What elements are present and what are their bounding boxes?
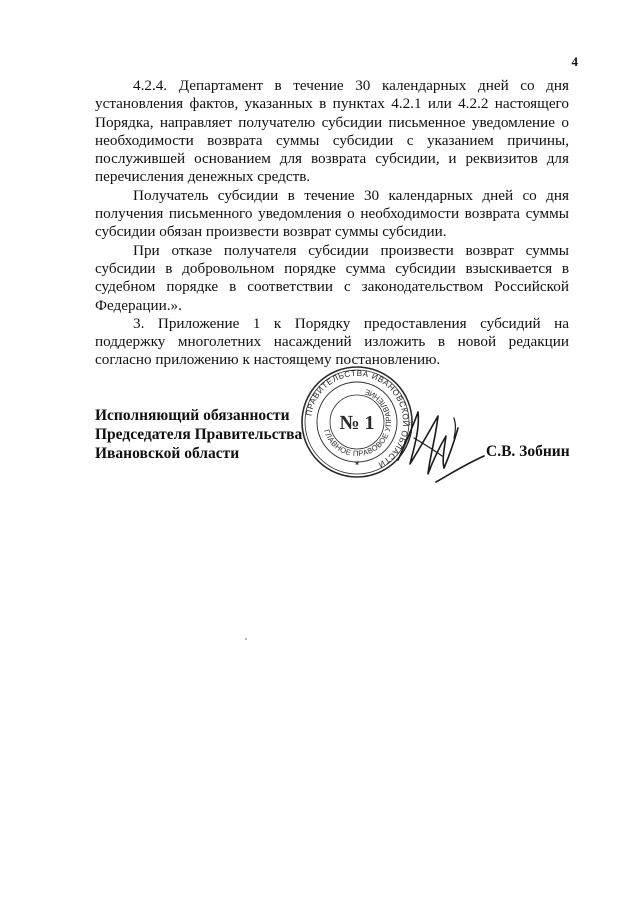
scan-speck [245,638,247,640]
paragraph-refusal: При отказе получателя субсидии произвести возврат суммы субсидии в добровольном порядке сумма субсидии взыскивается в судебном порядке в соответствии с законодательством Российской Федерации.». [95,241,569,314]
seal-outer-text: ПРАВИТЕЛЬСТВА ИВАНОВСКОЙ ОБЛАСТИ [304,368,411,470]
seal-inner-text: ГЛАВНОЕ ПРАВОВОЕ УПРАВЛЕНИЕ [322,387,394,459]
signatory-title-line-3: Ивановской области [95,445,240,462]
body-text [95,77,569,370]
paragraph-4-2-4: 4.2.4. Департамент в течение 30 календарных дней со дня установления фактов, указанных в пунктах 4.2.1 или 4.2.2 настоящего Порядка, направляет получателю субсидии письменное уведомление о необходимости возврата суммы субсидии с указанием причины, послужившей основанием для возврата субсидии, и реквизитов для перечисления денежных средств. [95,77,569,186]
seal-center-number: № 1 [339,412,375,434]
paragraph-recipient-return: Получатель субсидии в течение 30 календарных дней со дня получения письменного уведомления о необходимости возврата суммы субсидии обязан произвести возврат суммы субсидии. [95,186,569,241]
signatory-title [95,406,302,463]
signatory-title-line-2: Председателя Правительства [95,426,303,443]
handwritten-signature [384,398,492,490]
page-number: 4 [571,54,578,69]
paragraph-appendix-3: 3. Приложение 1 к Порядку предоставления субсидий на поддержку многолетних насаждений изложить в новой редакции согласно приложению к настоящему постановлению. [95,314,569,369]
signatory-title-line-1: Исполняющий обязанности [95,407,290,424]
seal-star-icon: ✶ [354,460,360,468]
signer-name: С.В. Зобнин [486,443,570,460]
